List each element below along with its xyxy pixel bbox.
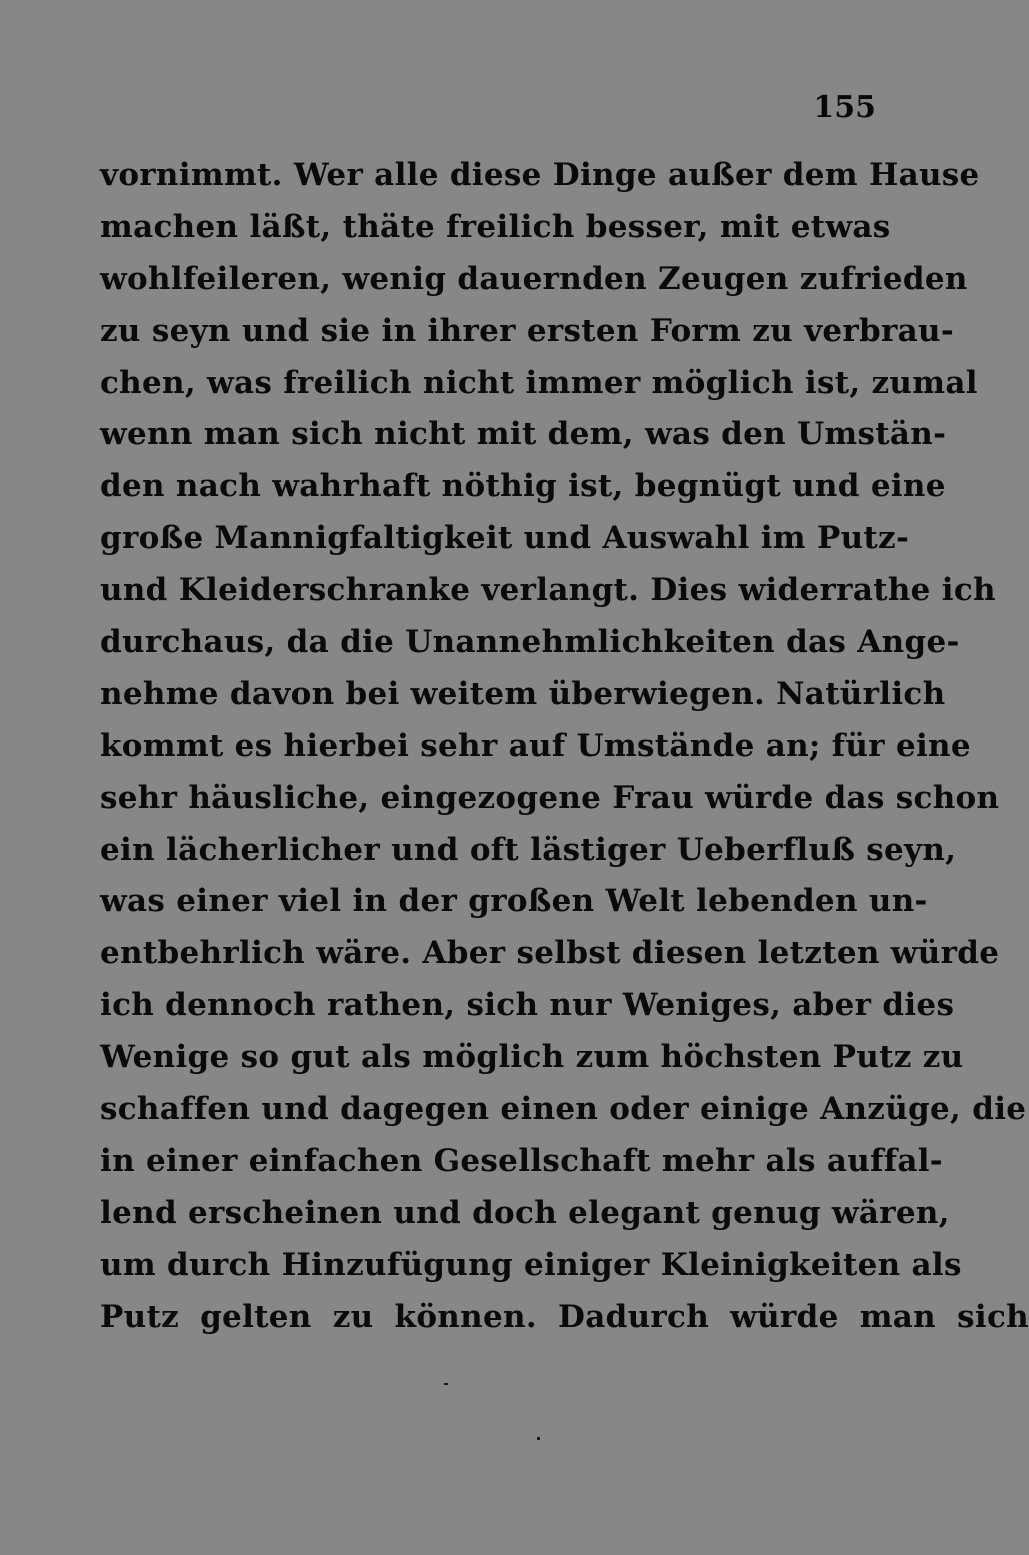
text-line: wenn man sich nicht mit dem, was den Umstän- — [100, 416, 947, 453]
text-line: ich dennoch rathen, sich nur Weniges, aber dies — [100, 987, 955, 1024]
text-line: chen, was freilich nicht immer möglich ist, zumal — [100, 364, 978, 401]
text-line: Wenige so gut als möglich zum höchsten Putz zu — [100, 1039, 964, 1076]
text-line: machen läßt, thäte freilich besser, mit etwas — [100, 208, 891, 245]
scan-speck — [537, 1437, 540, 1440]
text-line: kommt es hierbei sehr auf Umstände an; für eine — [100, 727, 971, 764]
text-line: sehr häusliche, eingezogene Frau würde das schon — [100, 779, 1000, 816]
text-line: durchaus, da die Unannehmlichkeiten das Ange- — [100, 624, 960, 661]
text-line: den nach wahrhaft nöthig ist, begnügt und eine — [100, 468, 946, 505]
page-number: 155 — [813, 90, 876, 125]
text-line: in einer einfachen Gesellschaft mehr als auffal- — [100, 1142, 943, 1179]
text-line: entbehrlich wäre. Aber selbst diesen letzten würde — [100, 935, 1000, 972]
text-line: und Kleiderschranke verlangt. Dies widerrathe ich — [100, 572, 996, 609]
body-text — [100, 150, 1029, 1343]
scan-speck — [444, 1383, 448, 1385]
text-line: Putz gelten zu können. Dadurch würde man sich — [100, 1298, 1029, 1335]
text-line: lend erscheinen und doch elegant genug wären, — [100, 1194, 950, 1231]
text-line: schaffen und dagegen einen oder einige Anzüge, die — [100, 1091, 1027, 1128]
text-line: vornimmt. Wer alle diese Dinge außer dem Hause — [100, 157, 980, 193]
text-line: um durch Hinzufügung einiger Kleinigkeiten als — [100, 1246, 962, 1283]
text-line: zu seyn und sie in ihrer ersten Form zu verbrau- — [100, 312, 955, 349]
text-line: was einer viel in der großen Welt lebenden un- — [100, 883, 928, 920]
text-line: nehme davon bei weitem überwiegen. Natürlich — [100, 675, 946, 712]
text-line: große Mannigfaltigkeit und Auswahl im Putz- — [100, 520, 910, 557]
text-line: ein lächerlicher und oft lästiger Ueberfluß seyn, — [100, 831, 957, 868]
text-line: wohlfeileren, wenig dauernden Zeugen zufrieden — [100, 260, 968, 297]
